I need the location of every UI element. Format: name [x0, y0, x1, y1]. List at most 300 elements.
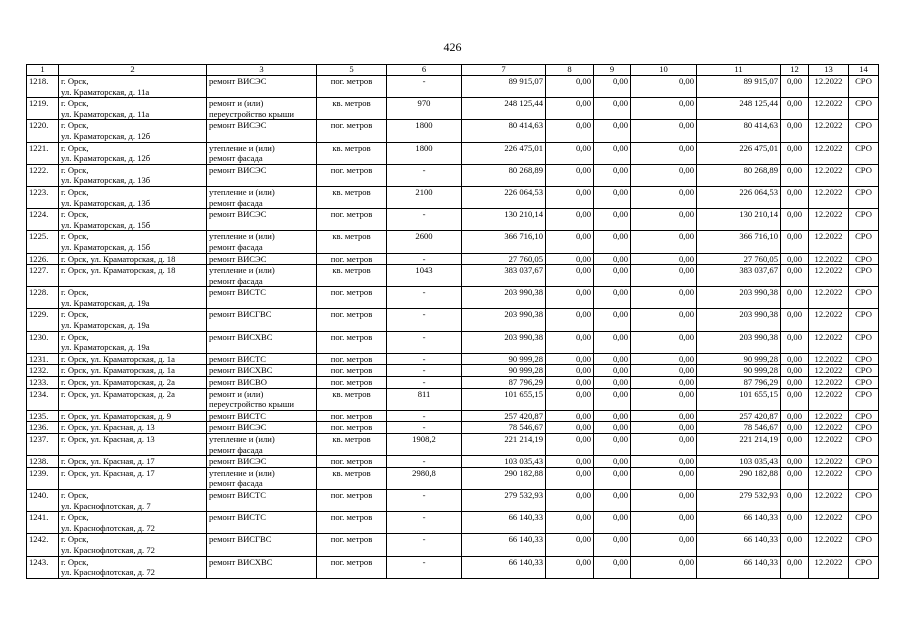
work-type-cell [207, 556, 317, 578]
method-cell: СРО [849, 253, 879, 265]
volume-cell: 1800 [387, 142, 462, 164]
col10-cell: 0,00 [631, 142, 697, 164]
col12-cell: 0,00 [781, 253, 809, 265]
address-cell [59, 331, 207, 353]
row-number-cell: 1226. [27, 253, 59, 265]
address-cell-line: ул. Краснофлотская, д. 7 [61, 500, 151, 511]
work-type-cell [207, 142, 317, 164]
col8-cell: 0,00 [546, 365, 594, 377]
col10-cell: 0,00 [631, 76, 697, 98]
col11-cell: 27 760,05 [697, 253, 781, 265]
address-cell-line: г. Орск, [61, 331, 89, 342]
address-cell-line: г. Орск, ул. Красная, д. 13 [61, 434, 155, 444]
col9-cell: 0,00 [594, 512, 631, 534]
col9-cell: 0,00 [594, 489, 631, 511]
table-row [27, 388, 879, 410]
unit-cell: пог. метров [317, 410, 387, 422]
address-cell-line: г. Орск, ул. Краматорская, д. 1а [61, 353, 175, 364]
column-header: 5 [317, 65, 387, 76]
total-cost-cell: 290 182,88 [462, 467, 546, 489]
col11-cell: 90 999,28 [697, 353, 781, 365]
col9-cell: 0,00 [594, 265, 631, 287]
address-cell-line: ул. Краматорская, д. 12б [61, 130, 151, 141]
work-type-cell-line: ремонт фасада [209, 197, 263, 208]
volume-cell: - [387, 534, 462, 556]
row-number-cell: 1243. [27, 556, 59, 578]
total-cost-cell: 78 546,67 [462, 422, 546, 434]
col10-cell: 0,00 [631, 556, 697, 578]
col11-cell: 89 915,07 [697, 76, 781, 98]
address-cell [59, 434, 207, 456]
address-cell [59, 253, 207, 265]
volume-cell: - [387, 287, 462, 309]
column-header: 8 [546, 65, 594, 76]
table-row [27, 467, 879, 489]
address-cell-line: г. Орск, ул. Краматорская, д. 2а [61, 377, 175, 388]
col11-cell: 248 125,44 [697, 98, 781, 120]
col10-cell: 0,00 [631, 164, 697, 186]
col8-cell: 0,00 [546, 231, 594, 253]
address-cell-line: ул. Краматорская, д. 19а [61, 297, 150, 308]
row-number-cell: 1220. [27, 120, 59, 142]
work-type-cell-line: переустройство крыши [209, 399, 294, 410]
column-header: 1 [27, 65, 59, 76]
col12-cell: 0,00 [781, 534, 809, 556]
work-type-cell [207, 410, 317, 422]
total-cost-cell: 80 268,89 [462, 164, 546, 186]
work-type-cell-line: ремонт ВИСТС [209, 489, 267, 500]
address-cell-line: ул. Краснофлотская, д. 72 [61, 522, 155, 533]
column-header: 12 [781, 65, 809, 76]
table-row [27, 142, 879, 164]
unit-cell: пог. метров [317, 120, 387, 142]
volume-cell: - [387, 164, 462, 186]
table-row [27, 253, 879, 265]
work-type-cell-line: утепление и (или) [209, 231, 275, 242]
col9-cell: 0,00 [594, 209, 631, 231]
col10-cell: 0,00 [631, 120, 697, 142]
method-cell: СРО [849, 98, 879, 120]
deadline-cell: 12.2022 [809, 410, 849, 422]
row-number-cell: 1241. [27, 512, 59, 534]
method-cell: СРО [849, 365, 879, 377]
col9-cell: 0,00 [594, 231, 631, 253]
total-cost-cell: 383 037,67 [462, 265, 546, 287]
unit-cell: кв. метров [317, 434, 387, 456]
deadline-cell: 12.2022 [809, 489, 849, 511]
row-number-cell: 1228. [27, 287, 59, 309]
volume-cell: - [387, 309, 462, 331]
col10-cell: 0,00 [631, 365, 697, 377]
volume-cell: 1800 [387, 120, 462, 142]
volume-cell: 1908,2 [387, 434, 462, 456]
col12-cell: 0,00 [781, 410, 809, 422]
col12-cell: 0,00 [781, 120, 809, 142]
table-row [27, 265, 879, 287]
address-cell-line: г. Орск, [61, 231, 89, 242]
address-cell-line: ул. Краснофлотская, д. 72 [61, 544, 155, 555]
table-row [27, 120, 879, 142]
col8-cell: 0,00 [546, 512, 594, 534]
work-type-cell-line: ремонт фасада [209, 444, 263, 455]
deadline-cell: 12.2022 [809, 253, 849, 265]
method-cell: СРО [849, 410, 879, 422]
method-cell: СРО [849, 556, 879, 578]
table-row [27, 377, 879, 389]
col9-cell: 0,00 [594, 186, 631, 208]
col12-cell: 0,00 [781, 209, 809, 231]
total-cost-cell: 226 475,01 [462, 142, 546, 164]
col11-cell: 257 420,87 [697, 410, 781, 422]
deadline-cell: 12.2022 [809, 434, 849, 456]
table-row [27, 512, 879, 534]
col12-cell: 0,00 [781, 467, 809, 489]
col8-cell: 0,00 [546, 331, 594, 353]
volume-cell: - [387, 209, 462, 231]
unit-cell: пог. метров [317, 489, 387, 511]
address-cell-line: ул. Краматорская, д. 15б [61, 241, 151, 252]
address-cell-line: ул. Краматорская, д. 19а [61, 320, 150, 331]
col9-cell: 0,00 [594, 467, 631, 489]
col10-cell: 0,00 [631, 467, 697, 489]
total-cost-cell: 90 999,28 [462, 365, 546, 377]
deadline-cell: 12.2022 [809, 120, 849, 142]
work-type-cell-line: ремонт ВИСХВС [209, 331, 273, 342]
deadline-cell: 12.2022 [809, 265, 849, 287]
col8-cell: 0,00 [546, 422, 594, 434]
work-type-cell [207, 76, 317, 98]
work-type-cell [207, 388, 317, 410]
work-type-cell-line: ремонт ВИСТС [209, 512, 267, 523]
table-row [27, 534, 879, 556]
work-type-cell-line: ремонт ВИСЭС [209, 253, 267, 264]
col11-cell: 279 532,93 [697, 489, 781, 511]
unit-cell: пог. метров [317, 353, 387, 365]
method-cell: СРО [849, 434, 879, 456]
work-type-cell-line: переустройство крыши [209, 108, 294, 119]
col8-cell: 0,00 [546, 309, 594, 331]
col11-cell: 226 064,53 [697, 186, 781, 208]
row-number-cell: 1235. [27, 410, 59, 422]
col9-cell: 0,00 [594, 434, 631, 456]
address-cell [59, 377, 207, 389]
total-cost-cell: 89 915,07 [462, 76, 546, 98]
address-cell [59, 287, 207, 309]
column-header: 13 [809, 65, 849, 76]
unit-cell: кв. метров [317, 142, 387, 164]
work-type-cell-line: ремонт ВИСЭС [209, 120, 267, 131]
table-row [27, 456, 879, 468]
col8-cell: 0,00 [546, 287, 594, 309]
table-row [27, 287, 879, 309]
work-type-cell [207, 253, 317, 265]
row-number-cell: 1242. [27, 534, 59, 556]
col10-cell: 0,00 [631, 456, 697, 468]
work-type-cell [207, 456, 317, 468]
address-cell-line: г. Орск, [61, 534, 89, 545]
row-number-cell: 1234. [27, 388, 59, 410]
address-cell-line: г. Орск, ул. Краматорская, д. 18 [61, 265, 176, 276]
volume-cell: - [387, 456, 462, 468]
address-cell-line: ул. Краматорская, д. 13б [61, 197, 151, 208]
col8-cell: 0,00 [546, 209, 594, 231]
col8-cell: 0,00 [546, 388, 594, 410]
address-cell-line: г. Орск, ул. Красная, д. 17 [61, 456, 155, 467]
volume-cell: 2600 [387, 231, 462, 253]
work-type-cell-line: ремонт и (или) [209, 388, 264, 399]
address-cell-line: ул. Краматорская, д. 12б [61, 153, 151, 164]
deadline-cell: 12.2022 [809, 76, 849, 98]
col8-cell: 0,00 [546, 556, 594, 578]
work-type-cell [207, 467, 317, 489]
work-type-cell-line: ремонт ВИСТС [209, 353, 267, 364]
table-body [27, 76, 879, 579]
method-cell: СРО [849, 265, 879, 287]
volume-cell: - [387, 556, 462, 578]
volume-cell: - [387, 377, 462, 389]
unit-cell: пог. метров [317, 365, 387, 377]
work-type-cell [207, 422, 317, 434]
address-cell [59, 98, 207, 120]
row-number-cell: 1240. [27, 489, 59, 511]
col10-cell: 0,00 [631, 309, 697, 331]
col12-cell: 0,00 [781, 164, 809, 186]
work-type-cell-line: утепление и (или) [209, 265, 275, 276]
volume-cell: - [387, 76, 462, 98]
table-row [27, 309, 879, 331]
address-cell-line: г. Орск, [61, 98, 89, 109]
address-cell [59, 410, 207, 422]
method-cell: СРО [849, 377, 879, 389]
method-cell: СРО [849, 353, 879, 365]
col11-cell: 103 035,43 [697, 456, 781, 468]
row-number-cell: 1237. [27, 434, 59, 456]
table-row [27, 410, 879, 422]
work-type-cell [207, 186, 317, 208]
work-type-cell [207, 120, 317, 142]
col10-cell: 0,00 [631, 512, 697, 534]
address-cell [59, 353, 207, 365]
col10-cell: 0,00 [631, 265, 697, 287]
address-cell-line: г. Орск, [61, 287, 89, 298]
col9-cell: 0,00 [594, 309, 631, 331]
col12-cell: 0,00 [781, 76, 809, 98]
method-cell: СРО [849, 388, 879, 410]
col9-cell: 0,00 [594, 98, 631, 120]
col12-cell: 0,00 [781, 388, 809, 410]
address-cell [59, 388, 207, 410]
address-cell-line: ул. Краснофлотская, д. 72 [61, 567, 155, 578]
col11-cell: 203 990,38 [697, 331, 781, 353]
col9-cell: 0,00 [594, 365, 631, 377]
col12-cell: 0,00 [781, 353, 809, 365]
deadline-cell: 12.2022 [809, 377, 849, 389]
method-cell: СРО [849, 186, 879, 208]
col12-cell: 0,00 [781, 186, 809, 208]
method-cell: СРО [849, 489, 879, 511]
method-cell: СРО [849, 309, 879, 331]
work-type-cell [207, 287, 317, 309]
table-row [27, 331, 879, 353]
col10-cell: 0,00 [631, 287, 697, 309]
col9-cell: 0,00 [594, 353, 631, 365]
unit-cell: пог. метров [317, 422, 387, 434]
unit-cell: пог. метров [317, 556, 387, 578]
work-type-cell [207, 209, 317, 231]
volume-cell: - [387, 353, 462, 365]
row-number-cell: 1219. [27, 98, 59, 120]
col12-cell: 0,00 [781, 265, 809, 287]
col9-cell: 0,00 [594, 331, 631, 353]
total-cost-cell: 279 532,93 [462, 489, 546, 511]
row-number-cell: 1239. [27, 467, 59, 489]
col11-cell: 366 716,10 [697, 231, 781, 253]
column-header: 9 [594, 65, 631, 76]
table-row [27, 186, 879, 208]
table-row [27, 365, 879, 377]
address-cell-line: г. Орск, [61, 489, 89, 500]
deadline-cell: 12.2022 [809, 164, 849, 186]
col8-cell: 0,00 [546, 76, 594, 98]
col9-cell: 0,00 [594, 287, 631, 309]
col10-cell: 0,00 [631, 331, 697, 353]
col9-cell: 0,00 [594, 142, 631, 164]
volume-cell: - [387, 410, 462, 422]
deadline-cell: 12.2022 [809, 209, 849, 231]
col10-cell: 0,00 [631, 186, 697, 208]
address-cell [59, 467, 207, 489]
address-cell-line: ул. Краматорская, д. 19а [61, 342, 150, 353]
work-type-cell [207, 98, 317, 120]
work-type-cell-line: ремонт ВИСТС [209, 287, 267, 298]
table-row [27, 353, 879, 365]
col8-cell: 0,00 [546, 467, 594, 489]
unit-cell: пог. метров [317, 76, 387, 98]
work-type-cell [207, 377, 317, 389]
col8-cell: 0,00 [546, 377, 594, 389]
address-cell-line: г. Орск, ул. Краматорская, д. 2а [61, 388, 175, 399]
table-row [27, 556, 879, 578]
total-cost-cell: 257 420,87 [462, 410, 546, 422]
row-number-cell: 1223. [27, 186, 59, 208]
table-row [27, 98, 879, 120]
column-header: 7 [462, 65, 546, 76]
unit-cell: кв. метров [317, 467, 387, 489]
col10-cell: 0,00 [631, 422, 697, 434]
unit-cell: пог. метров [317, 209, 387, 231]
table-row [27, 231, 879, 253]
work-type-cell [207, 231, 317, 253]
deadline-cell: 12.2022 [809, 309, 849, 331]
work-type-cell [207, 512, 317, 534]
col8-cell: 0,00 [546, 410, 594, 422]
address-cell [59, 265, 207, 287]
column-header: 3 [207, 65, 317, 76]
table-row [27, 76, 879, 98]
col8-cell: 0,00 [546, 456, 594, 468]
volume-cell: 811 [387, 388, 462, 410]
method-cell: СРО [849, 287, 879, 309]
address-cell-line: г. Орск, [61, 309, 89, 320]
col12-cell: 0,00 [781, 512, 809, 534]
work-type-cell-line: ремонт фасада [209, 241, 263, 252]
col9-cell: 0,00 [594, 410, 631, 422]
deadline-cell: 12.2022 [809, 98, 849, 120]
total-cost-cell: 87 796,29 [462, 377, 546, 389]
address-cell [59, 164, 207, 186]
col12-cell: 0,00 [781, 142, 809, 164]
work-type-cell-line: ремонт ВИСЭС [209, 164, 267, 175]
row-number-cell: 1236. [27, 422, 59, 434]
work-type-cell-line: ремонт ВИСВО [209, 377, 267, 388]
address-cell-line: ул. Краматорская, д. 15б [61, 219, 151, 230]
col10-cell: 0,00 [631, 489, 697, 511]
row-number-cell: 1221. [27, 142, 59, 164]
row-number-cell: 1231. [27, 353, 59, 365]
col9-cell: 0,00 [594, 253, 631, 265]
total-cost-cell: 366 716,10 [462, 231, 546, 253]
total-cost-cell: 248 125,44 [462, 98, 546, 120]
column-header: 10 [631, 65, 697, 76]
method-cell: СРО [849, 422, 879, 434]
unit-cell: кв. метров [317, 231, 387, 253]
col8-cell: 0,00 [546, 253, 594, 265]
row-number-cell: 1230. [27, 331, 59, 353]
unit-cell: пог. метров [317, 377, 387, 389]
deadline-cell: 12.2022 [809, 388, 849, 410]
work-type-cell [207, 309, 317, 331]
work-type-cell-line: ремонт ВИСЭС [209, 422, 267, 433]
address-cell [59, 120, 207, 142]
address-cell [59, 309, 207, 331]
table-row [27, 434, 879, 456]
row-number-cell: 1233. [27, 377, 59, 389]
address-cell [59, 209, 207, 231]
method-cell: СРО [849, 331, 879, 353]
col11-cell: 80 414,63 [697, 120, 781, 142]
unit-cell: пог. метров [317, 534, 387, 556]
unit-cell: кв. метров [317, 388, 387, 410]
address-cell-line: г. Орск, ул. Красная, д. 17 [61, 467, 155, 478]
col12-cell: 0,00 [781, 287, 809, 309]
col9-cell: 0,00 [594, 456, 631, 468]
col8-cell: 0,00 [546, 489, 594, 511]
address-cell [59, 142, 207, 164]
total-cost-cell: 103 035,43 [462, 456, 546, 468]
total-cost-cell: 130 210,14 [462, 209, 546, 231]
address-cell [59, 186, 207, 208]
address-cell [59, 231, 207, 253]
deadline-cell: 12.2022 [809, 467, 849, 489]
work-type-cell-line: ремонт фасада [209, 153, 263, 164]
col9-cell: 0,00 [594, 76, 631, 98]
col12-cell: 0,00 [781, 331, 809, 353]
col12-cell: 0,00 [781, 434, 809, 456]
row-number-cell: 1225. [27, 231, 59, 253]
address-cell [59, 365, 207, 377]
deadline-cell: 12.2022 [809, 556, 849, 578]
col12-cell: 0,00 [781, 556, 809, 578]
works-table [26, 64, 879, 579]
col10-cell: 0,00 [631, 98, 697, 120]
address-cell-line: ул. Краматорская, д. 13б [61, 175, 151, 186]
work-type-cell-line: ремонт ВИСГВС [209, 534, 272, 545]
row-number-cell: 1222. [27, 164, 59, 186]
work-type-cell-line: ремонт ВИСЭС [209, 76, 267, 86]
work-type-cell [207, 164, 317, 186]
col8-cell: 0,00 [546, 534, 594, 556]
work-type-cell-line: ремонт и (или) [209, 98, 264, 109]
